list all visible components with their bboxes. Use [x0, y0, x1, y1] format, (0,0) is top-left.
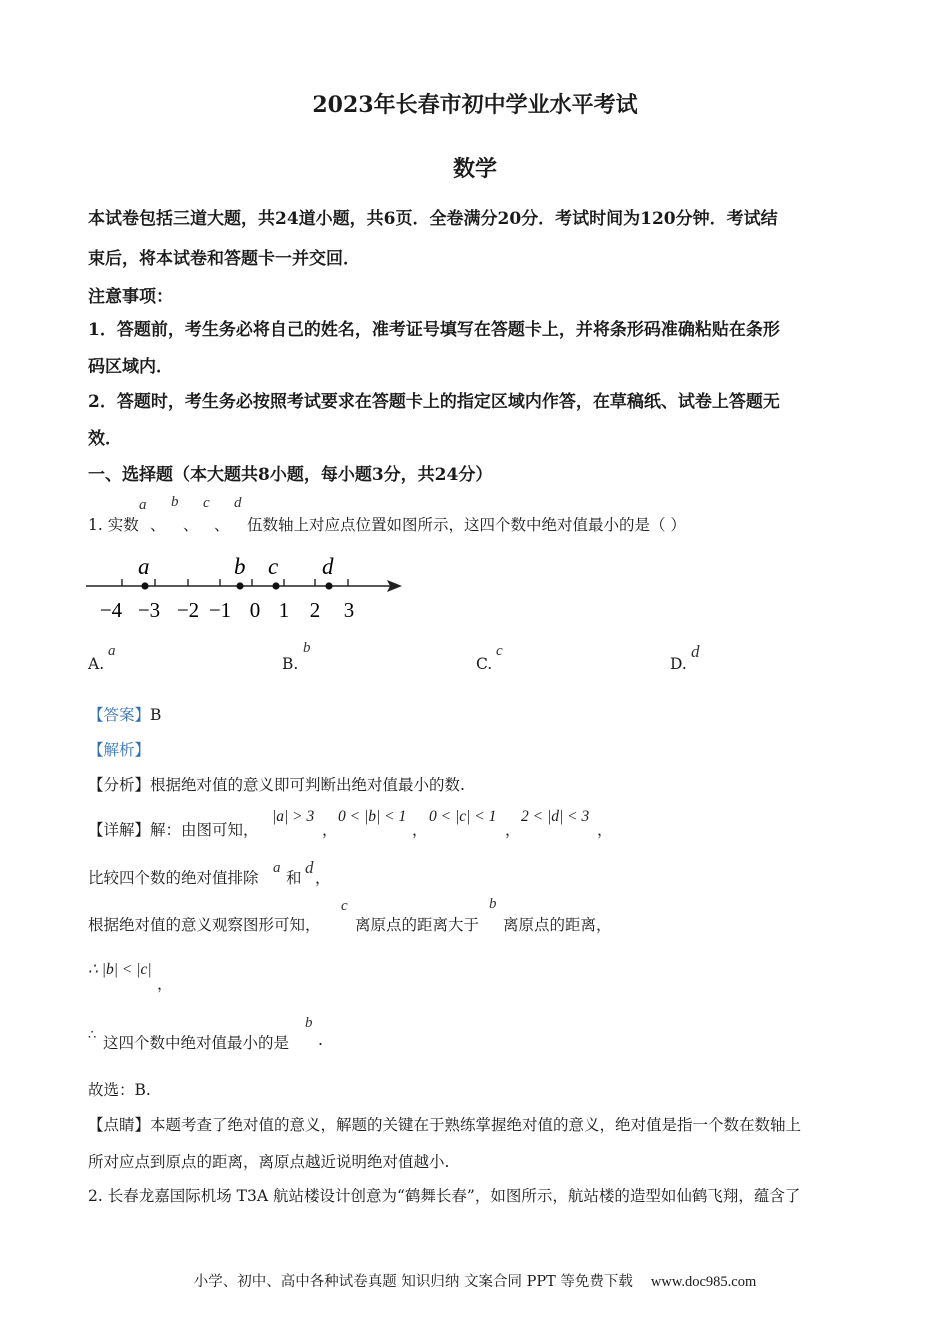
detail-math-4: 2 < |d| < 3 [521, 808, 590, 825]
option-d-value: d [691, 642, 700, 661]
option-b-value: b [303, 640, 311, 656]
exam-title: 2023年长春市初中学业水平考试 [312, 92, 638, 118]
detail-math-1: |a| > 3 [272, 808, 315, 825]
q1-var-c: c [203, 495, 210, 511]
point-label-c: c [268, 554, 279, 579]
observe-text: 根据绝对值的意义观察图形可知， [88, 916, 321, 934]
dianjing-line-1: 【点睛】本题考查了绝对值的意义，解题的关键在于熟练掌握绝对值的意义，绝对值是指一个数在数轴上 [88, 1116, 802, 1134]
note-2-line-1: 2．答题时，考生务必按照考试要求在答题卡上的指定区域内作答，在草稿纸、试卷上答题无 [88, 392, 780, 412]
option-d[interactable] [670, 655, 687, 673]
footer-link[interactable]: www.doc985.com [650, 1274, 757, 1290]
option-c-value: c [496, 643, 503, 659]
therefore-2-period: . [318, 1031, 323, 1049]
compare-comma: ， [315, 869, 331, 887]
tick-label: −1 [208, 598, 232, 622]
q2-line-1: 2. 长春龙嘉国际机场 T3A 航站楼设计创意为“鹤舞长春”，如图所示，航站楼的造型如仙鹤飞翔，蕴含了 [88, 1187, 801, 1205]
q1-sep-3: 、 [214, 516, 230, 534]
q1-sep-1: 、 [150, 516, 166, 534]
q1-sep-2: 、 [183, 516, 199, 534]
therefore-2-symbol: ∴ [88, 1028, 97, 1043]
dianjing-line-2: 所对应点到原点的距离，离原点越近说明绝对值越小. [88, 1153, 450, 1171]
compare-var-d: d [305, 858, 314, 877]
tick-label: −2 [176, 598, 200, 622]
therefore-2-var-b: b [305, 1015, 313, 1031]
intro-line-2: 束后，将本试卷和答题卡一并交回． [88, 249, 360, 269]
therefore-1-math: ∴ |b| < |c| [88, 961, 152, 978]
q1-var-b: b [171, 494, 179, 510]
answer-line [88, 703, 161, 725]
compare-text: 比较四个数的绝对值排除 [88, 869, 259, 887]
section-1-heading: 一、选择题（本大题共8小题，每小题3分，共24分） [88, 465, 493, 485]
answer-value: B [150, 706, 162, 724]
detail-math-2: 0 < |b| < 1 [338, 808, 407, 825]
observe-var-c: c [341, 898, 348, 914]
observe-mid: 离原点的距离大于 [355, 916, 480, 934]
detail-prefix: 【详解】解：由图可知， [88, 821, 259, 839]
number-line-ticks [122, 579, 348, 586]
tick-label: 3 [343, 598, 355, 622]
therefore-2-text: 这四个数中绝对值最小的是 [103, 1034, 290, 1052]
detail-comma-4: ， [597, 821, 613, 839]
option-a-letter: A. [88, 655, 105, 673]
point-b [236, 582, 243, 589]
tick-label: 1 [278, 598, 290, 622]
therefore-1-comma: ， [157, 975, 173, 993]
analysis-tag: 【解析】 [88, 741, 151, 759]
analysis-fenxi: 【分析】根据绝对值的意义即可判断出绝对值最小的数. [88, 776, 465, 794]
option-b[interactable] [282, 655, 298, 673]
q1-suffix: 伍数轴上对应点位置如图所示，这四个数中绝对值最小的是（ ） [247, 516, 686, 534]
option-b-letter: B. [282, 655, 299, 673]
page-footer [0, 1270, 950, 1291]
q1-var-a: a [139, 497, 147, 513]
point-label-b: b [234, 554, 246, 579]
tick-label: 0 [249, 598, 261, 622]
point-c [272, 582, 279, 589]
q1-var-d: d [234, 495, 242, 511]
point-label-a: a [138, 554, 150, 579]
q1-prefix: 1. 实数 [88, 516, 139, 534]
detail-comma-2: ， [412, 821, 428, 839]
answer-tag: 【答案】 [88, 706, 151, 724]
tick-label: 2 [309, 598, 321, 622]
note-1-line-2: 码区域内． [88, 357, 173, 377]
observe-end: 离原点的距离， [503, 916, 612, 934]
observe-var-b: b [489, 896, 497, 912]
option-c-letter: C. [476, 655, 493, 673]
note-1-line-1: 1．答题前，考生务必将自己的姓名，准考证号填写在答题卡上，并将条形码准确粘贴在条形 [88, 320, 780, 340]
point-label-d: d [322, 554, 334, 579]
detail-comma-3: ， [505, 821, 521, 839]
tick-label: −4 [99, 598, 123, 622]
intro-line-1: 本试卷包括三道大题，共24道小题，共6页．全卷满分20分．考试时间为120分钟．考试结 [88, 209, 778, 229]
point-d [325, 582, 332, 589]
option-a-value: a [108, 643, 116, 659]
detail-math-3: 0 < |c| < 1 [429, 808, 497, 825]
tick-label: −3 [137, 598, 161, 622]
footer-text: 小学、初中、高中各种试卷真题 知识归纳 文案合同 PPT 等免费下载 [193, 1274, 633, 1290]
compare-var-a: a [273, 860, 281, 876]
notice-title: 注意事项： [88, 287, 173, 307]
detail-comma-1: ， [322, 821, 338, 839]
point-a [141, 582, 148, 589]
option-a[interactable] [88, 655, 104, 673]
note-2-line-2: 效． [88, 429, 122, 449]
number-line-figure [84, 550, 414, 626]
subject-title: 数学 [452, 156, 497, 182]
choose-line: 故选：B. [88, 1081, 151, 1099]
option-d-letter: D. [670, 655, 687, 673]
compare-and: 和 [286, 869, 302, 887]
option-c[interactable] [476, 655, 492, 673]
